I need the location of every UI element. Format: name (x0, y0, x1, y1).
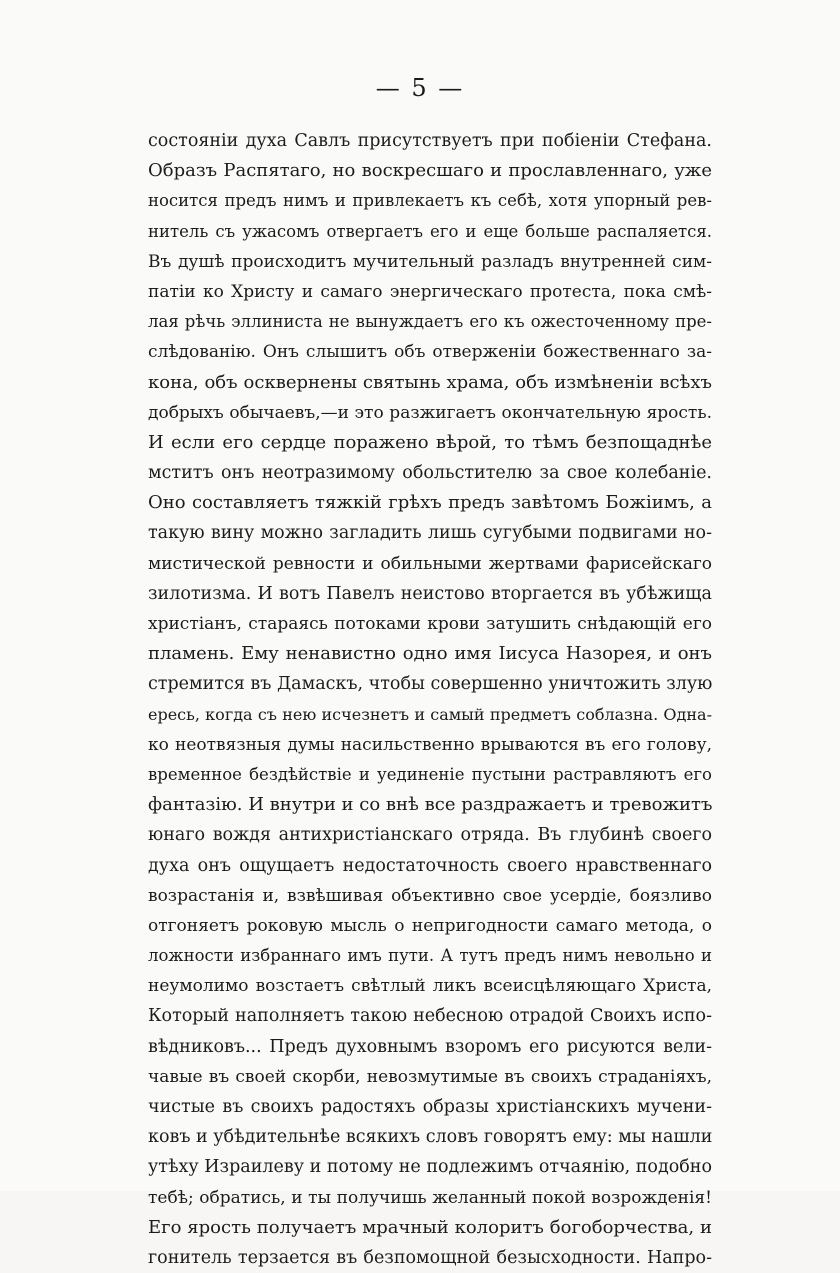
text-line: лая рѣчь эллиниста не вынуждаетъ его къ ожесточенному пре- (148, 312, 712, 332)
text-line: ко неотвязныя думы насильственно врываются въ его голову, (148, 734, 712, 755)
text-line: утѣху Израилеву и потому не подлежимъ отчаянію, подобно (148, 1157, 712, 1178)
text-line: ересь, когда съ нею исчезнетъ и самый предметъ соблазна. Одна- (148, 704, 712, 724)
text-line: фантазію. И внутри и со внѣ все раздражаетъ и тревожитъ (148, 794, 712, 816)
text-line: Его ярость получаетъ мрачный колоритъ богоборчества, и (148, 1216, 712, 1238)
text-line: тебѣ; обратись, и ты получишь желанный покой возрожденія! (148, 1187, 712, 1208)
text-line: временное бездѣйствіе и уединеніе пустыни растравляютъ его (148, 764, 712, 784)
text-line: кона, объ осквернены святынь храма, объ измѣненіи всѣхъ (148, 371, 712, 393)
text-line: христіанъ, стараясь потоками крови затушить снѣдающій его (148, 614, 712, 634)
text-line: Который наполняетъ такою небесною отрадой Своихъ испо- (148, 1006, 712, 1027)
text-line: гонитель терзается въ безпомощной безысходности. Напро- (148, 1247, 712, 1268)
text-line: стремится въ Дамаскъ, чтобы совершенно уничтожить злую (148, 674, 712, 695)
page-number-header: — 5 — (375, 74, 465, 102)
text-line: отгоняетъ роковую мысль о непригодности самаго метода, о (148, 915, 712, 936)
text-line: нитель съ ужасомъ отвергаетъ его и еще больше распаляется. (148, 221, 712, 241)
text-line: слѣдованію. Онъ слышитъ объ отверженіи божественнаго за- (148, 342, 712, 363)
text-line: состояніи духа Савлъ присутствуетъ при побіеніи Стефана. (148, 131, 712, 151)
text-line: духа онъ ощущаетъ недостаточность своего нравственнаго (148, 855, 712, 876)
text-line: ковъ и убѣдительнѣе всякихъ словъ говорятъ ему: мы нашли (148, 1127, 712, 1148)
text-line: зилотизма. И вотъ Павелъ неистово вторгается въ убѣжища (148, 583, 712, 604)
text-line: носится предъ нимъ и привлекаетъ къ себѣ, хотя упорный рев- (148, 191, 712, 211)
text-line: Въ душѣ происходитъ мучительный разладъ внутренней сим- (148, 251, 712, 272)
text-line: Оно составляетъ тяжкій грѣхъ предъ завѣтомъ Божіимъ, а (148, 492, 712, 514)
text-line: добрыхъ обычаевъ,—и это разжигаетъ окончательную ярость. (148, 402, 712, 423)
body-text (148, 126, 712, 1273)
text-line: такую вину можно загладить лишь сугубыми подвигами но- (148, 523, 712, 544)
text-line: юнаго вождя антихристіанскаго отряда. Въ глубинѣ своего (148, 825, 712, 846)
text-line: И если его сердце поражено вѣрой, то тѣмъ безпощаднѣе (148, 431, 712, 453)
text-line: патіи ко Христу и самаго энергическаго протеста, пока смѣ- (148, 281, 712, 302)
text-line: ложности избраннаго имъ пути. А тутъ предъ нимъ невольно и (148, 946, 712, 966)
text-line: мститъ онъ неотразимому обольстителю за свое колебаніе. (148, 463, 712, 484)
text-line: возрастанія и, взвѣшивая объективно свое усердіе, боязливо (148, 885, 712, 906)
text-line: мистической ревности и обильными жертвами фарисейскаго (148, 553, 712, 574)
text-line: вѣдниковъ... Предъ духовнымъ взоромъ его рисуются вели- (148, 1036, 712, 1057)
text-line: неумолимо возстаетъ свѣтлый ликъ всеисцѣляющаго Христа, (148, 976, 712, 997)
text-line: чистые въ своихъ радостяхъ образы христіанскихъ мучени- (148, 1097, 712, 1117)
text-line: Образъ Распятаго, но воскресшаго и прославленнаго, уже (148, 160, 712, 182)
text-line: чавые въ своей скорби, невозмутимые въ своихъ страданіяхъ, (148, 1066, 712, 1087)
text-line: пламень. Ему ненавистно одно имя Іисуса Назорея, и онъ (148, 643, 712, 665)
